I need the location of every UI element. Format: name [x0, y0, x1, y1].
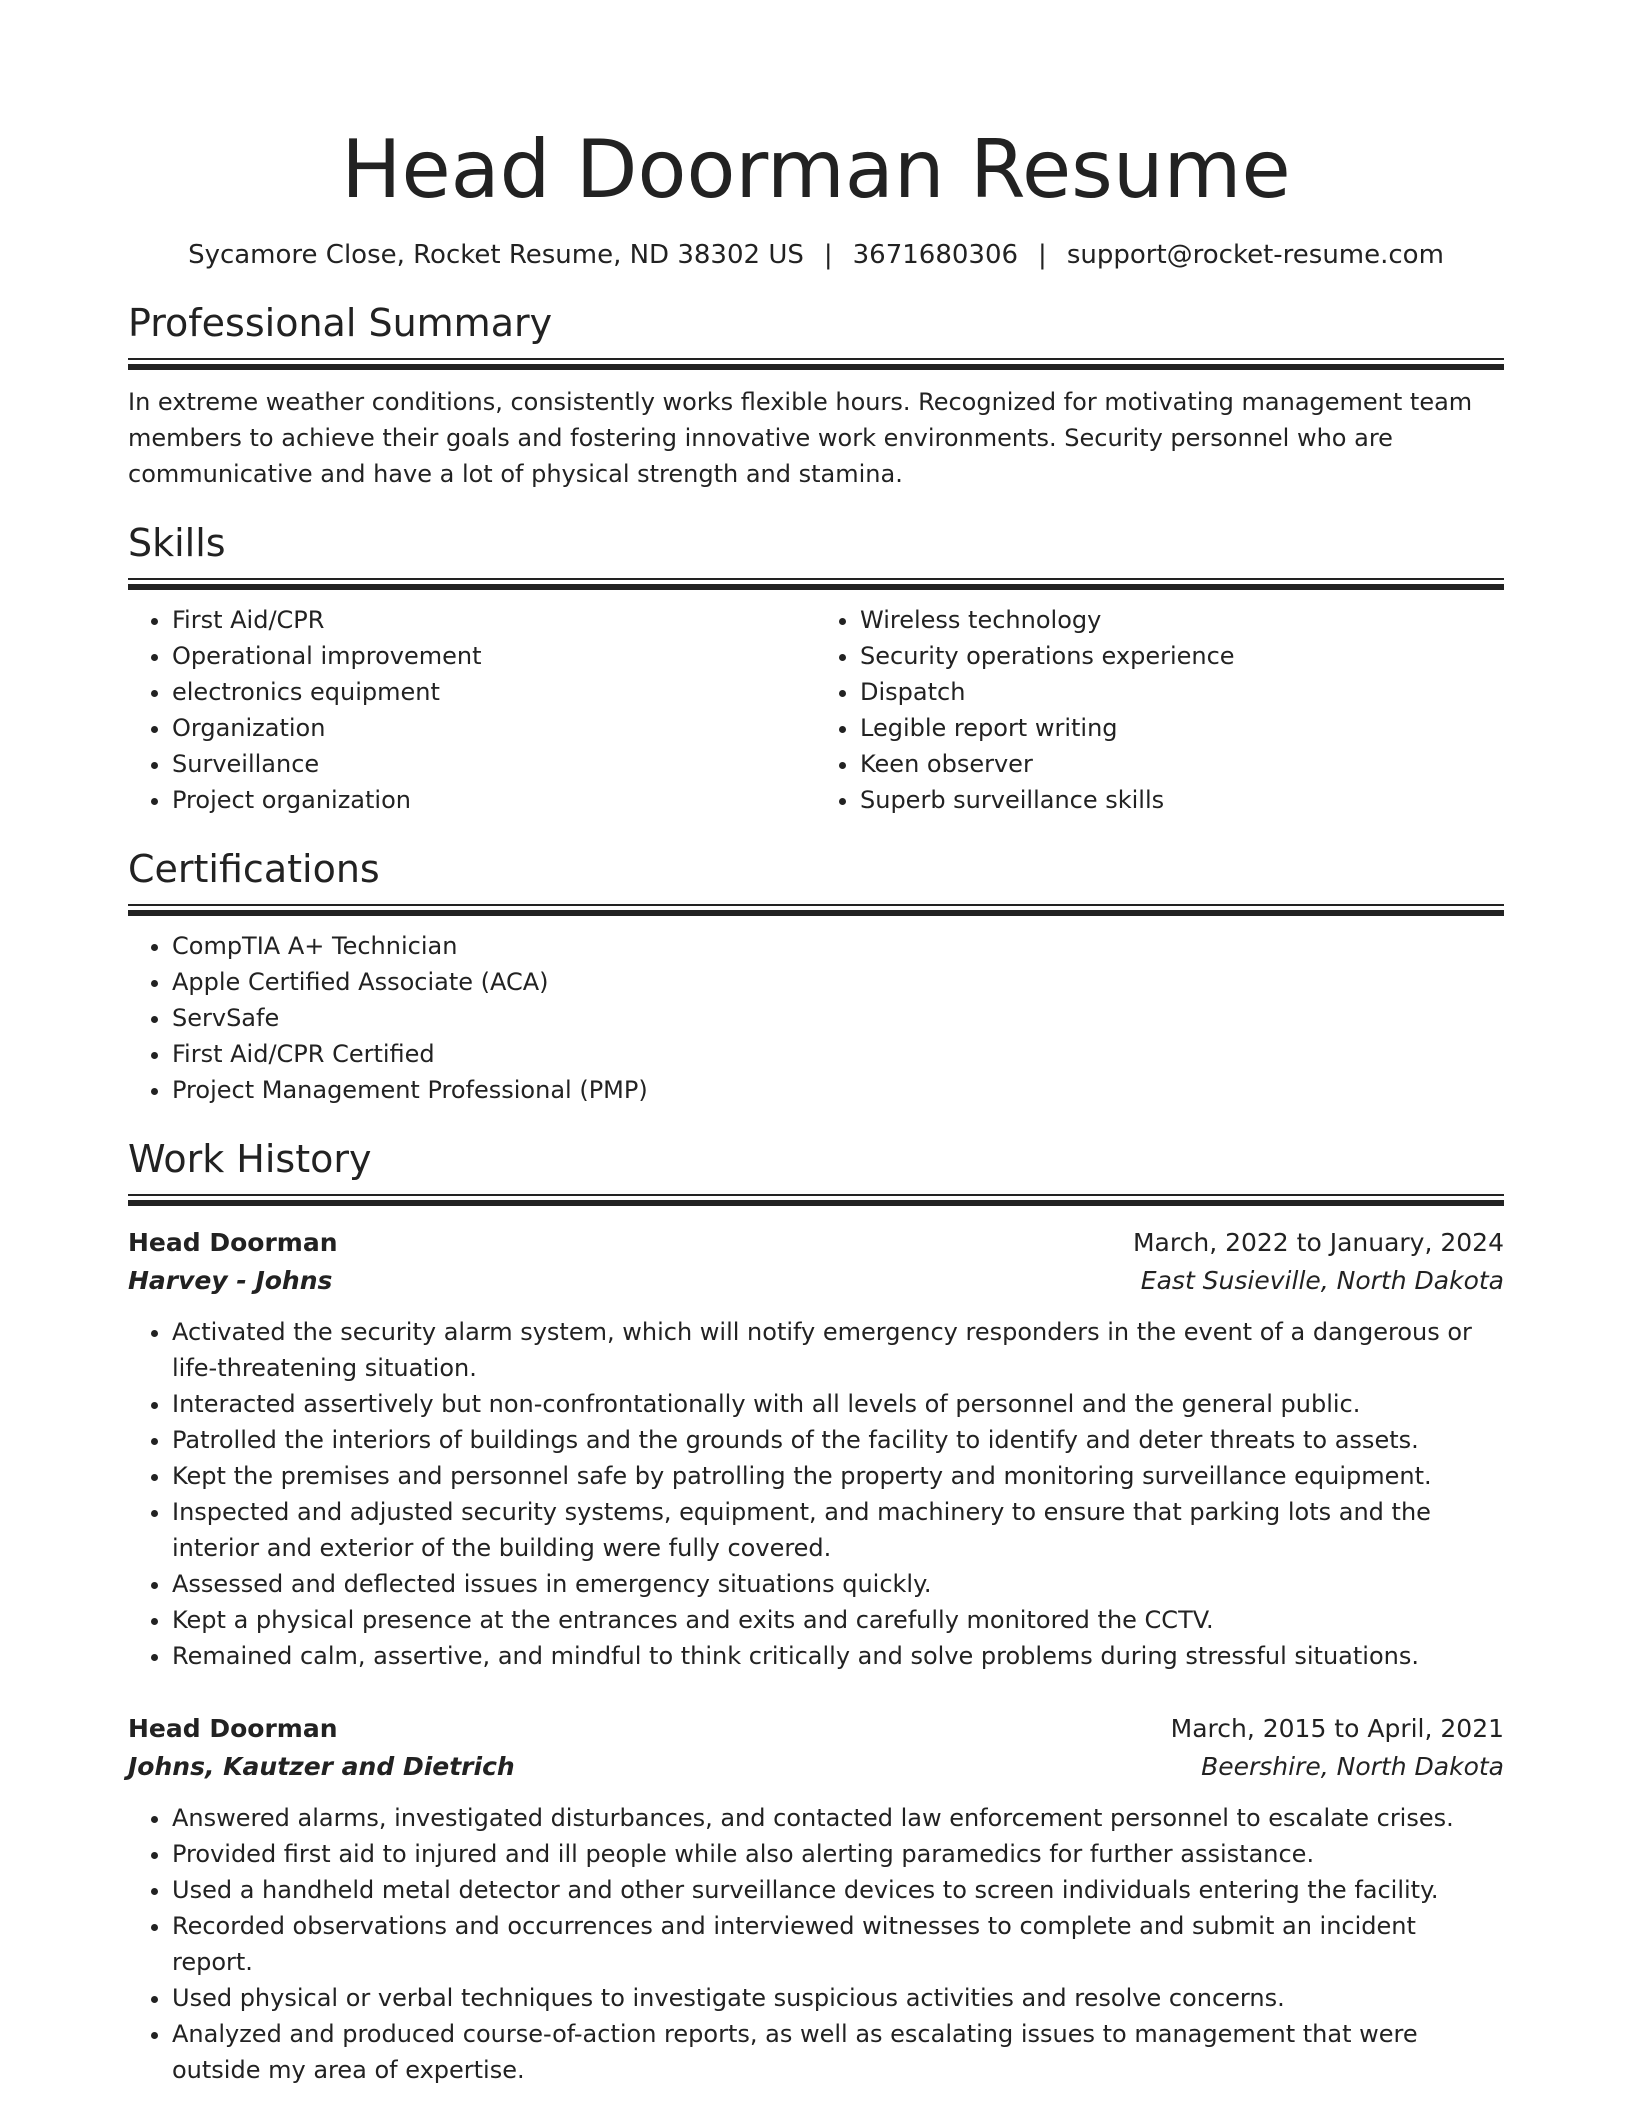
certification-item: • First Aid/CPR Certified — [172, 1036, 1504, 1072]
job-duty-item: • Recorded observations and occurrences and interviewed witnesses to complete and submit an incident report. — [172, 1908, 1504, 1980]
skill-item: • Superb surveillance skills — [860, 782, 1504, 818]
resume-title: Head Doorman Resume — [341, 123, 1291, 216]
certification-item: • Project Management Professional (PMP) — [172, 1072, 1504, 1108]
job-duties-list — [128, 1800, 1504, 2088]
section-professional-summary — [128, 298, 1504, 492]
skill-item: • Surveillance — [172, 746, 816, 782]
skill-item: • Wireless technology — [860, 602, 1504, 638]
job-company-row — [128, 1262, 1504, 1300]
contact-separator: | — [1038, 240, 1047, 270]
job-duty-item: • Kept the premises and personnel safe by patrolling the property and monitoring surveillance equipment. — [172, 1458, 1504, 1494]
section-skills — [128, 518, 1504, 818]
job-duty-item: • Answered alarms, investigated disturbances, and contacted law enforcement personnel to escalate crises. — [172, 1800, 1504, 1836]
job-duty-item: • Analyzed and produced course-of-action reports, as well as escalating issues to management that were outside my area of expertise. — [172, 2016, 1504, 2088]
job-duty-item: • Assessed and deflected issues in emergency situations quickly. — [172, 1566, 1504, 1602]
section-heading: Skills — [128, 521, 226, 565]
skill-item: • Dispatch — [860, 674, 1504, 710]
job-duty-item: • Provided first aid to injured and ill people while also alerting paramedics for further assistance. — [172, 1836, 1504, 1872]
section-divider — [128, 578, 1504, 590]
job-dates: March, 2015 to April, 2021 — [1170, 1714, 1504, 1743]
job-title: Head Doorman — [128, 1714, 338, 1743]
section-certifications — [128, 844, 1504, 1108]
skill-item: • Project organization — [172, 782, 816, 818]
contact-separator: | — [823, 240, 833, 270]
certification-item: • CompTIA A+ Technician — [172, 928, 1504, 964]
skill-item: • Keen observer — [860, 746, 1504, 782]
job-entry — [128, 1224, 1504, 1674]
contact-phone: 3671680306 — [852, 240, 1019, 270]
certification-item: • ServSafe — [172, 1000, 1504, 1036]
contact-email: support@rocket-resume.com — [1066, 240, 1444, 270]
skill-item: • Organization — [172, 710, 816, 746]
skill-item: • First Aid/CPR — [172, 602, 816, 638]
section-heading: Work History — [128, 1137, 372, 1181]
job-duty-item: • Kept a physical presence at the entrances and exits and carefully monitored the CCTV. — [172, 1602, 1504, 1638]
skill-item: • Security operations experience — [860, 638, 1504, 674]
certifications-list — [128, 928, 1504, 1108]
skills-list-right — [816, 602, 1504, 818]
section-heading: Certifications — [128, 847, 380, 891]
section-divider — [128, 904, 1504, 916]
section-divider — [128, 1194, 1504, 1206]
section-divider — [128, 358, 1504, 370]
job-company: Johns, Kautzer and Dietrich — [128, 1752, 515, 1781]
job-location: East Susieville, North Dakota — [1140, 1266, 1504, 1295]
job-duty-item: • Used a handheld metal detector and other surveillance devices to screen individuals entering the facility. — [172, 1872, 1504, 1908]
job-duty-item: • Patrolled the interiors of buildings and the grounds of the facility to identify and deter threats to assets. — [172, 1422, 1504, 1458]
skill-item: • Operational improvement — [172, 638, 816, 674]
section-work-history — [128, 1134, 1504, 2088]
job-location: Beershire, North Dakota — [1201, 1752, 1504, 1781]
job-duty-item: • Interacted assertively but non-confrontationally with all levels of personnel and the general public. — [172, 1386, 1504, 1422]
job-header-row — [128, 1710, 1504, 1748]
contact-line — [128, 238, 1504, 272]
section-heading: Professional Summary — [128, 301, 553, 345]
job-duty-item: • Used physical or verbal techniques to investigate suspicious activities and resolve concerns. — [172, 1980, 1504, 2016]
contact-address: Sycamore Close, Rocket Resume, ND 38302 US — [188, 240, 804, 270]
skills-list-left — [128, 602, 816, 818]
job-duty-item: • Activated the security alarm system, which will notify emergency responders in the event of a dangerous or life-threatening situation. — [172, 1314, 1504, 1386]
job-duties-list — [128, 1314, 1504, 1674]
skill-item: • Legible report writing — [860, 710, 1504, 746]
job-dates: March, 2022 to January, 2024 — [1132, 1228, 1504, 1257]
certification-item: • Apple Certified Associate (ACA) — [172, 964, 1504, 1000]
job-company-row — [128, 1748, 1504, 1786]
skills-grid — [128, 590, 1504, 818]
job-header-row — [128, 1224, 1504, 1262]
job-company: Harvey - Johns — [128, 1266, 333, 1295]
job-entry — [128, 1710, 1504, 2088]
summary-text: In extreme weather conditions, consistently works flexible hours. Recognized for motivating management team members to achieve their goals and fostering innovative work environments. Security personnel who are communicative and have a lot of physical strength and stamina. — [128, 388, 1473, 488]
job-title: Head Doorman — [128, 1228, 338, 1257]
job-duty-item: • Remained calm, assertive, and mindful to think critically and solve problems during stressful situations. — [172, 1638, 1504, 1674]
job-duty-item: • Inspected and adjusted security systems, equipment, and machinery to ensure that parking lots and the interior and exterior of the building were fully covered. — [172, 1494, 1504, 1566]
skill-item: • electronics equipment — [172, 674, 816, 710]
